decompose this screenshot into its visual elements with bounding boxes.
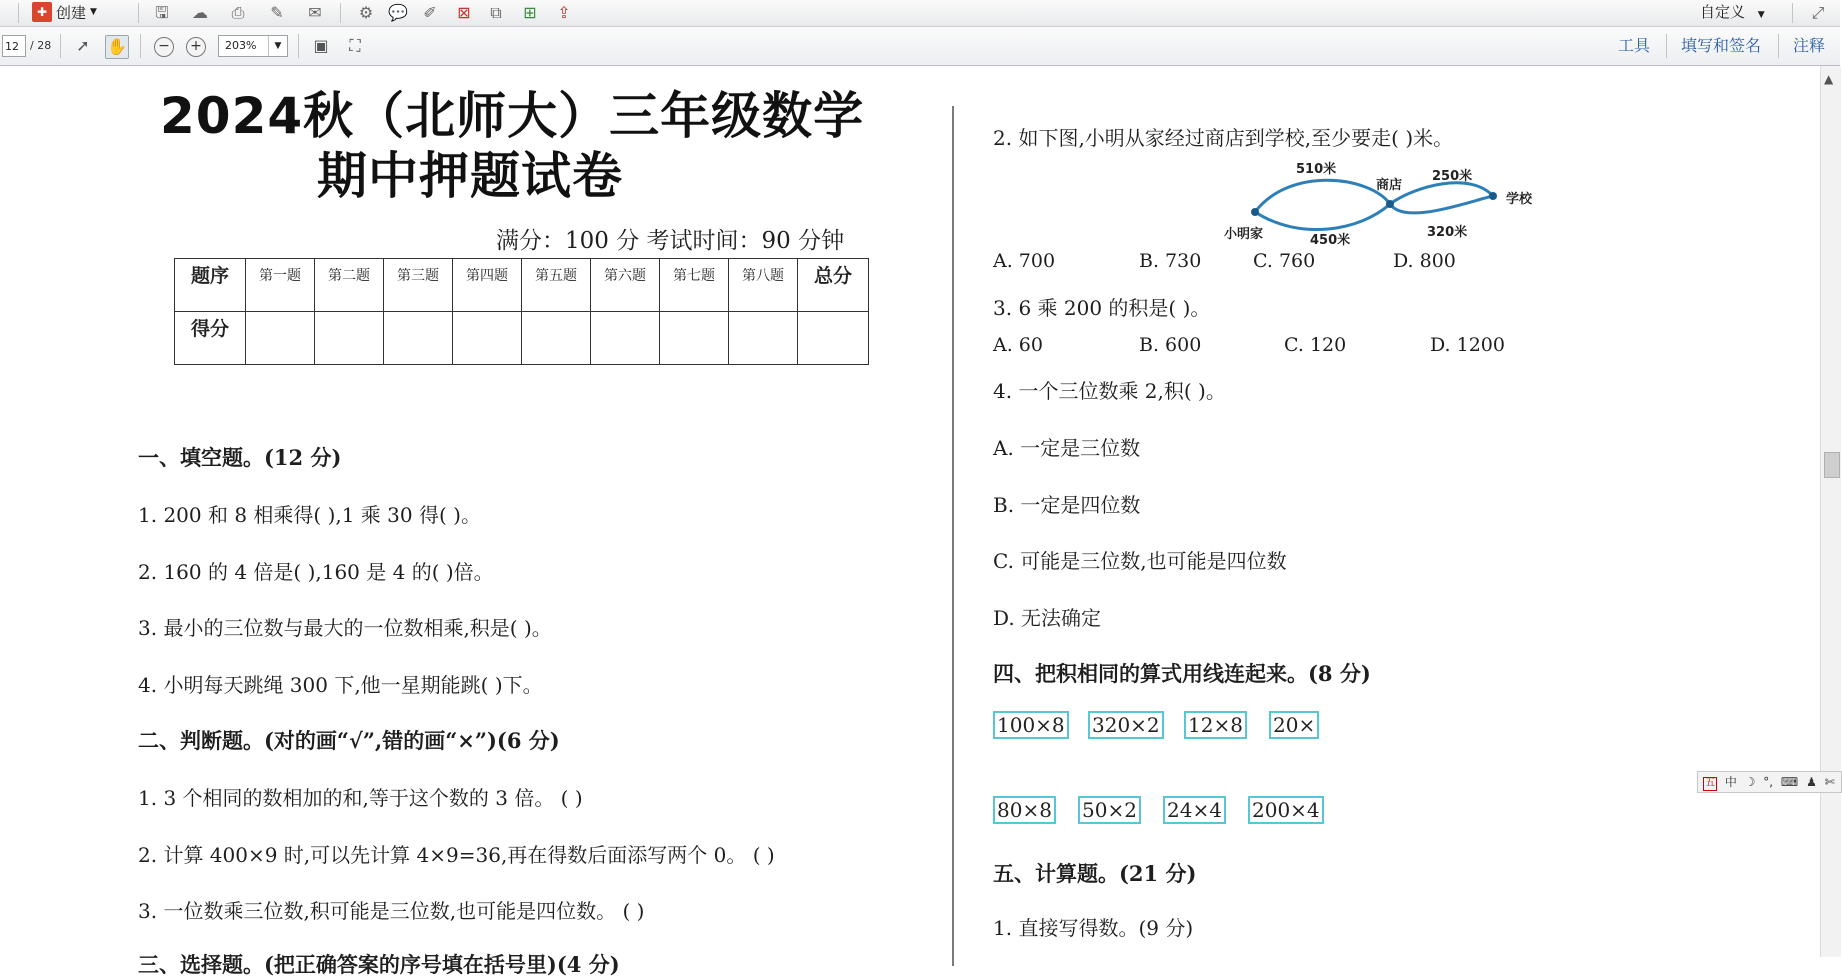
question-item: 2. 如下图,小明从家经过商店到学校,至少要走( )米。 bbox=[993, 126, 1454, 150]
distance-label: 450米 bbox=[1310, 233, 1351, 248]
section-heading: 一、填空题。(12 分) bbox=[138, 445, 342, 470]
create-pdf-icon: ✚ bbox=[32, 2, 52, 22]
extract-page-icon[interactable]: ⧉ bbox=[490, 3, 502, 22]
answer-option: C. 120 bbox=[1284, 334, 1347, 356]
zoom-value: 203% bbox=[225, 39, 257, 52]
table-cell bbox=[453, 312, 522, 365]
school-point bbox=[1489, 192, 1497, 200]
exam-meta: 满分：100 分 考试时间：90 分钟 bbox=[496, 228, 845, 254]
question-item: 1. 200 和 8 相乘得( ),1 乘 30 得( )。 bbox=[138, 503, 481, 527]
table-cell: 题序 bbox=[175, 259, 246, 312]
shop-label: 商店 bbox=[1376, 178, 1403, 193]
page-subtitle: 期中押题试卷 bbox=[317, 147, 623, 205]
customize-menu[interactable] bbox=[1700, 0, 1765, 24]
expression-box: 320×2 bbox=[1088, 711, 1164, 739]
question-item: 4. 小明每天跳绳 300 下,他一星期能跳( )下。 bbox=[138, 673, 543, 697]
edit-icon[interactable]: ✎ bbox=[270, 3, 284, 22]
toolbar-separator bbox=[340, 3, 341, 23]
document-page bbox=[0, 66, 1820, 977]
expression-box: 200×4 bbox=[1248, 796, 1324, 824]
home-label: 小明家 bbox=[1224, 227, 1264, 242]
table-cell: 第八题 bbox=[729, 259, 798, 312]
question-item: 1. 3 个相同的数相加的和,等于这个数的 3 倍。 ( ) bbox=[138, 786, 583, 810]
toolbar-separator bbox=[298, 34, 299, 58]
expression-box: 100×8 bbox=[993, 711, 1069, 739]
table-row bbox=[175, 259, 869, 312]
ime-language[interactable]: 中 bbox=[1724, 775, 1737, 789]
scroll-up-icon[interactable]: ▲ bbox=[1824, 72, 1834, 86]
toolbar-separator bbox=[138, 3, 139, 23]
home-point bbox=[1251, 208, 1259, 216]
toolbar-separator bbox=[1792, 3, 1793, 23]
scrollbar-thumb[interactable] bbox=[1824, 452, 1840, 478]
table-cell: 第五题 bbox=[522, 259, 591, 312]
ime-logo-icon: 五 bbox=[1705, 778, 1715, 789]
toolbar-separator bbox=[140, 34, 141, 58]
answer-option: A. 700 bbox=[993, 250, 1056, 272]
answer-option: B. 730 bbox=[1139, 250, 1202, 272]
table-cell: 第三题 bbox=[384, 259, 453, 312]
create-button[interactable] bbox=[32, 0, 97, 24]
table-row bbox=[175, 312, 869, 365]
question-item: 2. 计算 400×9 时,可以先计算 4×9=36,再在得数后面添写两个 0。 ( ) bbox=[138, 843, 775, 867]
page-title: 2024秋（北师大）三年级数学 bbox=[160, 87, 865, 145]
route-diagram bbox=[1220, 156, 1550, 246]
distance-label: 250米 bbox=[1432, 169, 1473, 184]
table-cell: 第七题 bbox=[660, 259, 729, 312]
table-cell bbox=[384, 312, 453, 365]
question-item: 3. 一位数乘三位数,积可能是三位数,也可能是四位数。 ( ) bbox=[138, 899, 645, 923]
toolbar-separator bbox=[18, 3, 19, 23]
table-cell: 总分 bbox=[798, 259, 869, 312]
expression-box: 50×2 bbox=[1078, 796, 1141, 824]
distance-label: 510米 bbox=[1296, 162, 1337, 177]
section-heading: 三、选择题。(把正确答案的序号填在括号里)(4 分) bbox=[138, 952, 620, 977]
chevron-down-icon: ▼ bbox=[90, 7, 97, 17]
table-cell bbox=[798, 312, 869, 365]
table-cell: 第一题 bbox=[246, 259, 315, 312]
vertical-scrollbar[interactable] bbox=[1820, 66, 1841, 957]
expand-icon[interactable]: ⤢ bbox=[1811, 3, 1825, 22]
page-total: / 28 bbox=[30, 39, 52, 52]
table-cell bbox=[591, 312, 660, 365]
comment-icon[interactable]: 💬 bbox=[388, 3, 408, 22]
table-cell: 第二题 bbox=[315, 259, 384, 312]
table-cell: 第四题 bbox=[453, 259, 522, 312]
highlight-icon[interactable]: ✐ bbox=[423, 3, 437, 22]
question-item: 3. 6 乘 200 的积是( )。 bbox=[993, 296, 1211, 320]
expression-box: 20× bbox=[1269, 711, 1319, 739]
answer-option: B. 600 bbox=[1139, 334, 1202, 356]
distance-label: 320米 bbox=[1427, 225, 1468, 240]
top-toolbar bbox=[0, 0, 1840, 27]
upload-icon[interactable]: ☁ bbox=[192, 3, 208, 22]
zoom-out-button[interactable]: − bbox=[154, 37, 174, 57]
hand-tool-icon[interactable]: ✋ bbox=[105, 35, 129, 59]
wrench-icon[interactable]: ✄ bbox=[1824, 775, 1835, 789]
question-item: 3. 最小的三位数与最大的一位数相乘,积是( )。 bbox=[138, 616, 552, 640]
tools-link[interactable]: 工具 bbox=[1618, 36, 1651, 55]
answer-option: A. 60 bbox=[993, 334, 1043, 356]
expression-box: 12×8 bbox=[1184, 711, 1247, 739]
answer-option: C. 760 bbox=[1253, 250, 1316, 272]
answer-option: D. 800 bbox=[1393, 250, 1456, 272]
print-icon[interactable]: ⎙ bbox=[231, 3, 245, 22]
route-upper-line bbox=[1255, 180, 1493, 213]
export-icon[interactable]: ⇪ bbox=[557, 3, 571, 22]
table-cell bbox=[729, 312, 798, 365]
ime-toolbar[interactable] bbox=[1697, 771, 1842, 793]
fill-sign-link[interactable]: 填写和签名 bbox=[1681, 36, 1762, 55]
email-icon[interactable]: ✉ bbox=[308, 3, 322, 22]
section-heading: 四、把积相同的算式用线连起来。(8 分) bbox=[993, 661, 1371, 686]
toolbar-separator bbox=[1666, 34, 1667, 58]
zoom-in-button[interactable]: + bbox=[186, 37, 206, 57]
moon-icon[interactable]: ☽ bbox=[1744, 775, 1756, 789]
answer-option: D. 无法确定 bbox=[993, 606, 1102, 630]
expression-box: 24×4 bbox=[1163, 796, 1226, 824]
expression-box: 80×8 bbox=[993, 796, 1056, 824]
insert-page-icon[interactable]: ⊞ bbox=[523, 3, 537, 22]
section-heading: 二、判断题。(对的画“√”,错的画“×”)(6 分) bbox=[138, 728, 560, 753]
chevron-down-icon: ▼ bbox=[268, 36, 287, 56]
delete-page-icon[interactable]: ⊠ bbox=[457, 3, 471, 22]
keyboard-icon[interactable]: ⌨ bbox=[1780, 775, 1799, 789]
table-cell: 得分 bbox=[175, 312, 246, 365]
gear-icon[interactable]: ⚙ bbox=[358, 3, 374, 22]
school-label: 学校 bbox=[1506, 192, 1533, 207]
table-cell: 第六题 bbox=[591, 259, 660, 312]
page-number-input[interactable]: 12 bbox=[2, 35, 26, 57]
answer-option: A. 一定是三位数 bbox=[993, 436, 1141, 460]
section-heading: 五、计算题。(21 分) bbox=[993, 861, 1197, 886]
zoom-level-select[interactable] bbox=[218, 35, 288, 57]
answer-option: C. 可能是三位数,也可能是四位数 bbox=[993, 549, 1287, 573]
toolbar-separator bbox=[1778, 34, 1779, 58]
score-table bbox=[174, 258, 869, 365]
question-item: 1. 直接写得数。(9 分) bbox=[993, 916, 1194, 940]
question-item: 4. 一个三位数乘 2,积( )。 bbox=[993, 379, 1226, 403]
user-icon[interactable]: ♟ bbox=[1806, 775, 1817, 789]
save-icon[interactable]: 🖫 bbox=[155, 3, 169, 22]
fit-width-icon[interactable]: ⛶ bbox=[349, 36, 361, 55]
table-cell bbox=[246, 312, 315, 365]
answer-option: D. 1200 bbox=[1430, 334, 1505, 356]
table-cell bbox=[315, 312, 384, 365]
chevron-down-icon: ▼ bbox=[1757, 10, 1765, 20]
customize-label: 自定义 bbox=[1700, 3, 1746, 21]
fit-page-icon[interactable]: ▣ bbox=[313, 36, 329, 55]
answer-option: B. 一定是四位数 bbox=[993, 493, 1141, 517]
question-item: 2. 160 的 4 倍是( ),160 是 4 的( )倍。 bbox=[138, 560, 494, 584]
select-cursor-icon[interactable]: ➚ bbox=[76, 36, 90, 55]
toolbar-separator bbox=[60, 34, 61, 58]
punctuation-icon[interactable]: °, bbox=[1763, 775, 1774, 789]
comment-link[interactable]: 注释 bbox=[1793, 36, 1826, 55]
column-divider bbox=[952, 106, 954, 966]
table-cell bbox=[660, 312, 729, 365]
table-cell bbox=[522, 312, 591, 365]
create-label: 创建 bbox=[56, 3, 87, 22]
shop-point bbox=[1386, 200, 1394, 208]
